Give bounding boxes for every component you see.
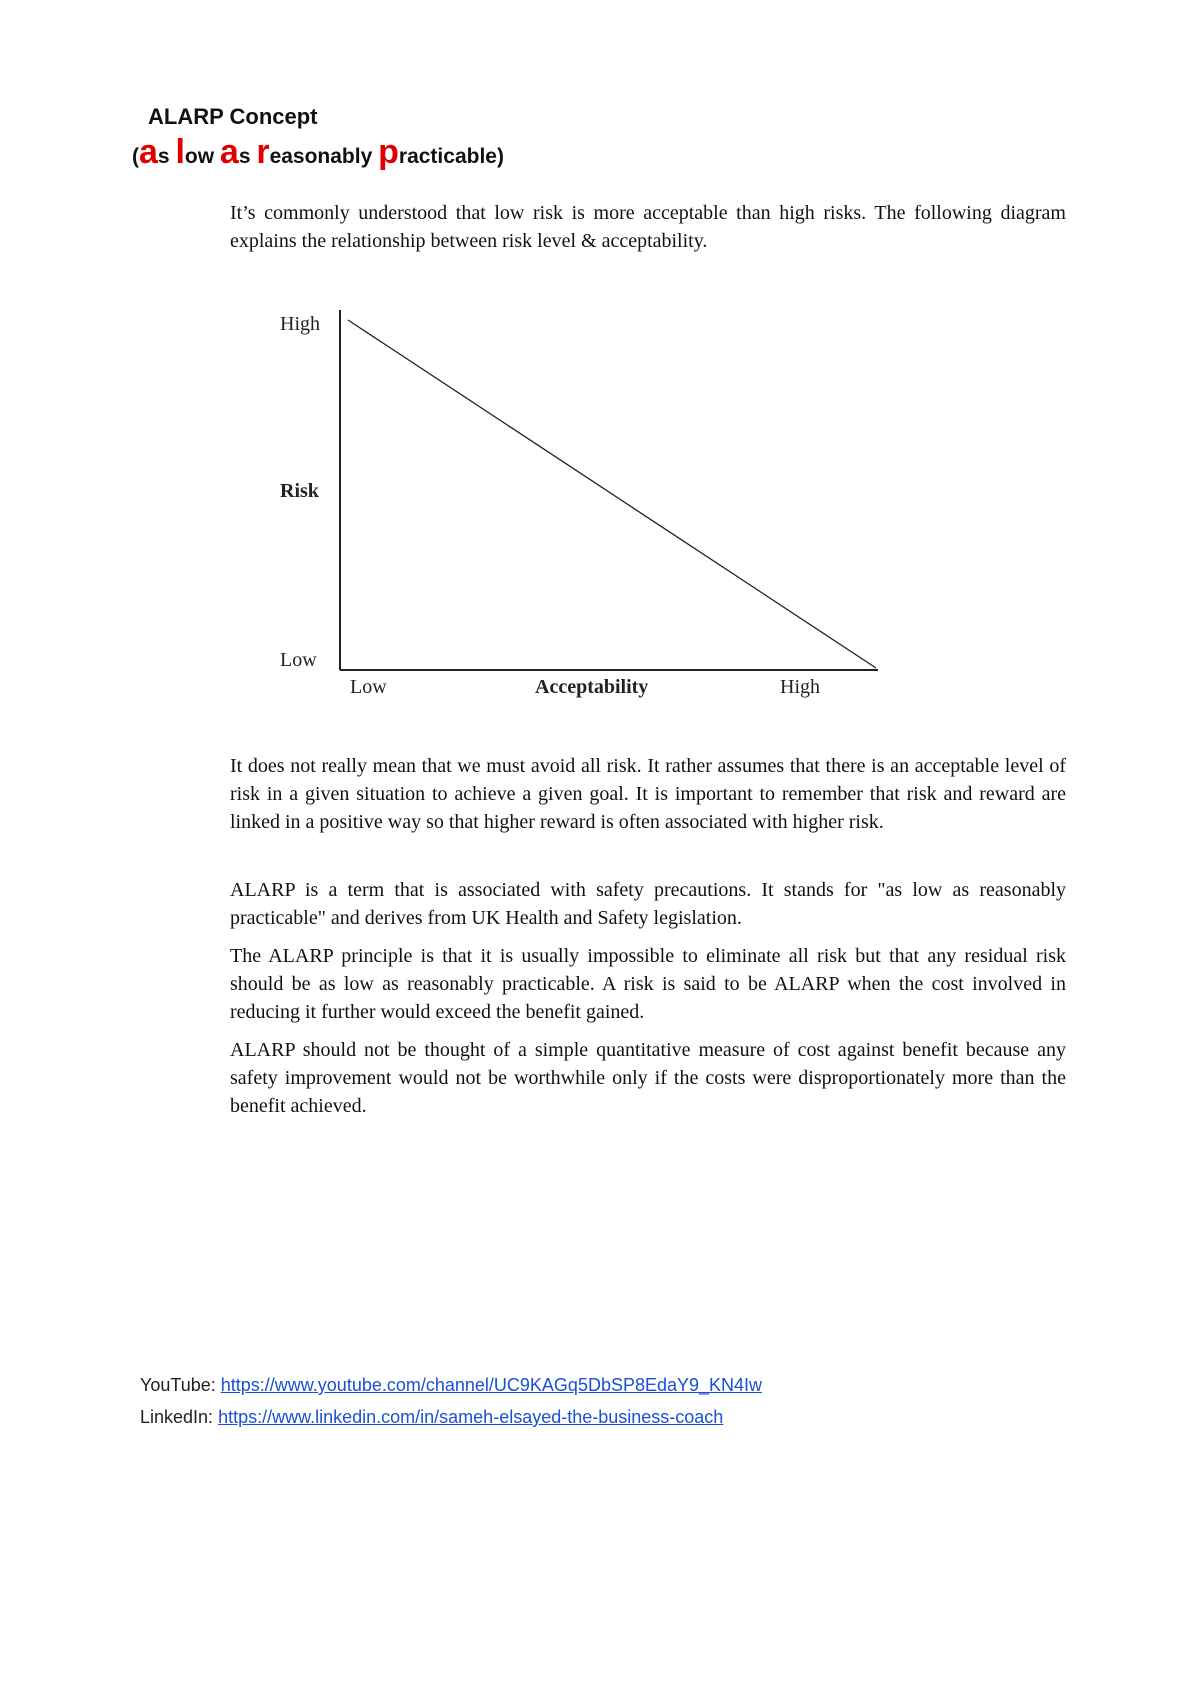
intro-paragraph: It’s commonly understood that low risk is more acceptable than high risks. The following diagram explains the relationship between risk level & acceptability.	[230, 202, 1066, 252]
subtitle-letter-l: l	[175, 133, 185, 171]
x-axis-high-label: High	[780, 676, 820, 698]
linkedin-link[interactable]: https://www.linkedin.com/in/sameh-elsayed-the-business-coach	[218, 1407, 724, 1427]
risk-acceptability-line	[348, 320, 876, 668]
body-paragraph: ALARP is a term that is associated with safety precautions. It stands for "as low as reasonably practicable" and derives from UK Health and Safety legislation.	[230, 879, 1066, 929]
subtitle-text-s2: s	[238, 145, 257, 168]
linkedin-row	[140, 1401, 762, 1433]
youtube-link[interactable]: https://www.youtube.com/channel/UC9KAGq5DbSP8EdaY9_KN4Iw	[220, 1375, 763, 1395]
subtitle-open: (	[132, 145, 139, 168]
y-axis-title: Risk	[280, 480, 319, 502]
x-axis-low-label: Low	[350, 676, 387, 698]
y-axis-low-label: Low	[280, 649, 317, 671]
alarp-diagram	[250, 300, 900, 710]
subtitle-text-racticable: racticable)	[398, 145, 504, 168]
y-axis-high-label: High	[280, 313, 320, 335]
body-paragraph: ALARP should not be thought of a simple quantitative measure of cost against benefit because any safety improvement would not be worthwhile only if the costs were disproportionately more than the benefit achieved.	[230, 1039, 1066, 1117]
x-axis-title: Acceptability	[535, 676, 649, 698]
subtitle-letter-a1: a	[139, 133, 158, 171]
subtitle-text-easonably: easonably	[269, 145, 379, 168]
body-paragraph: The ALARP principle is that it is usually impossible to eliminate all risk but that any residual risk should be as low as reasonably practicable. A risk is said to be ALARP when the cost involved in reducing it further would exceed the benefit gained.	[230, 945, 1066, 1023]
youtube-row	[140, 1369, 762, 1401]
youtube-label: YouTube:	[140, 1375, 216, 1395]
page-subtitle	[132, 133, 504, 171]
social-links	[140, 1369, 762, 1433]
linkedin-label: LinkedIn:	[140, 1407, 214, 1427]
subtitle-text-ow: ow	[184, 145, 220, 168]
subtitle-letter-r: r	[256, 133, 270, 171]
body-paragraph: It does not really mean that we must avoid all risk. It rather assumes that there is an acceptable level of risk in a given situation to achieve a given goal. It is important to remember that risk and reward are linked in a positive way so that higher reward is often associated with higher risk.	[230, 755, 1066, 833]
page-title: ALARP Concept	[148, 104, 318, 129]
subtitle-text-s1: s	[157, 145, 176, 168]
subtitle-letter-p: p	[378, 133, 399, 171]
subtitle-letter-a2: a	[219, 133, 239, 171]
